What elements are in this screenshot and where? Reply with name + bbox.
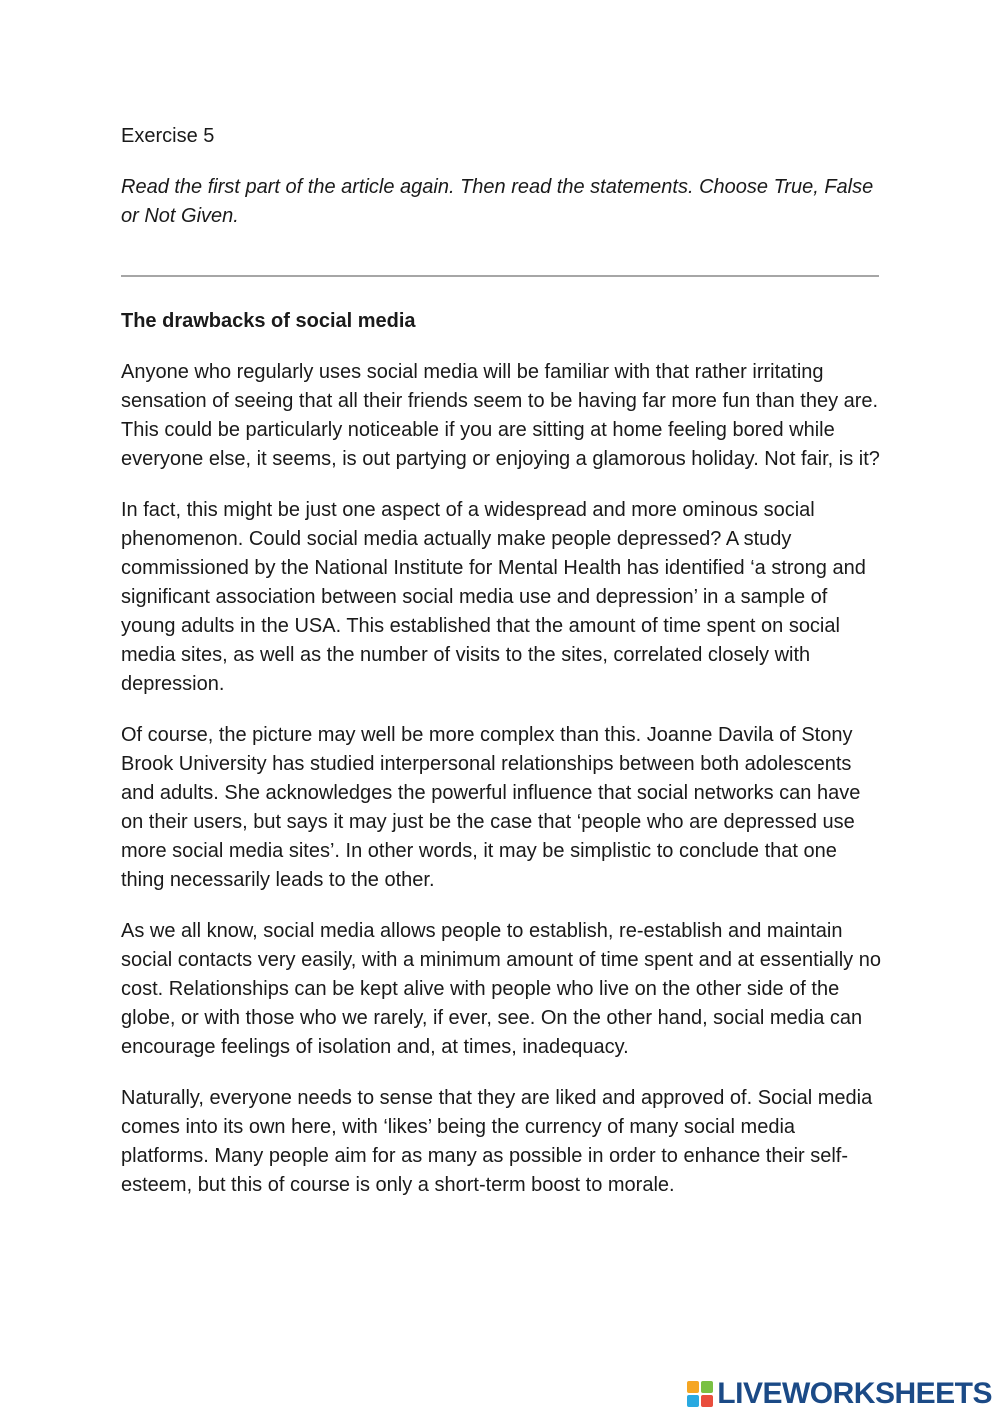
article-paragraph: Naturally, everyone needs to sense that they are liked and approved of. Social media comes into its own here, with ‘likes’ being the currency of many social media platforms. Many people aim for as many as possible in order to enhance their self-esteem, but this of course is only a short-term boost to morale.	[121, 1087, 873, 1196]
section-divider	[121, 275, 879, 277]
exercise-instructions: Read the first part of the article again. Then read the statements. Choose True, False or Not Given.	[121, 176, 874, 227]
article-paragraph: Of course, the picture may well be more complex than this. Joanne Davila of Stony Brook University has studied interpersonal relationships between both adolescents and adults. She acknowledges the powerful influence that social networks can have on their users, but says it may just be the case that ‘people who are depressed use more social media sites’. In other words, it may be simplistic to conclude that one thing necessarily leads to the other.	[121, 724, 861, 891]
exercise-title: Exercise 5	[121, 125, 215, 147]
logo-square-icon	[687, 1395, 699, 1407]
liveworksheets-logo-icon	[687, 1381, 713, 1407]
logo-square-icon	[701, 1381, 713, 1393]
article-body	[121, 358, 881, 1222]
liveworksheets-logo	[687, 1379, 992, 1409]
logo-square-icon	[701, 1395, 713, 1407]
logo-text: LIVEWORKSHEETS	[717, 1377, 992, 1410]
article-paragraph: In fact, this might be just one aspect of a widespread and more ominous social phenomenon. Could social media actually make people depressed? A study commissioned by the National Institute for Mental Health has identified ‘a strong and significant association between social media use and depression’ in a sample of young adults in the USA. This established that the amount of time spent on social media sites, as well as the number of visits to the sites, correlated closely with depression.	[121, 499, 866, 695]
article-paragraph: As we all know, social media allows people to establish, re-establish and maintain social contacts very easily, with a minimum amount of time spent and at essentially no cost. Relationships can be kept alive with people who live on the other side of the globe, or with those who we rarely, if ever, see. On the other hand, social media can encourage feelings of isolation and, at times, inadequacy.	[121, 920, 881, 1058]
article-paragraph: Anyone who regularly uses social media will be familiar with that rather irritating sensation of seeing that all their friends seem to be having far more fun than they are. This could be particularly noticeable if you are sitting at home feeling bored while everyone else, it seems, is out partying or enjoying a glamorous holiday. Not fair, is it?	[121, 361, 880, 470]
logo-square-icon	[687, 1381, 699, 1393]
article-title: The drawbacks of social media	[121, 310, 416, 332]
